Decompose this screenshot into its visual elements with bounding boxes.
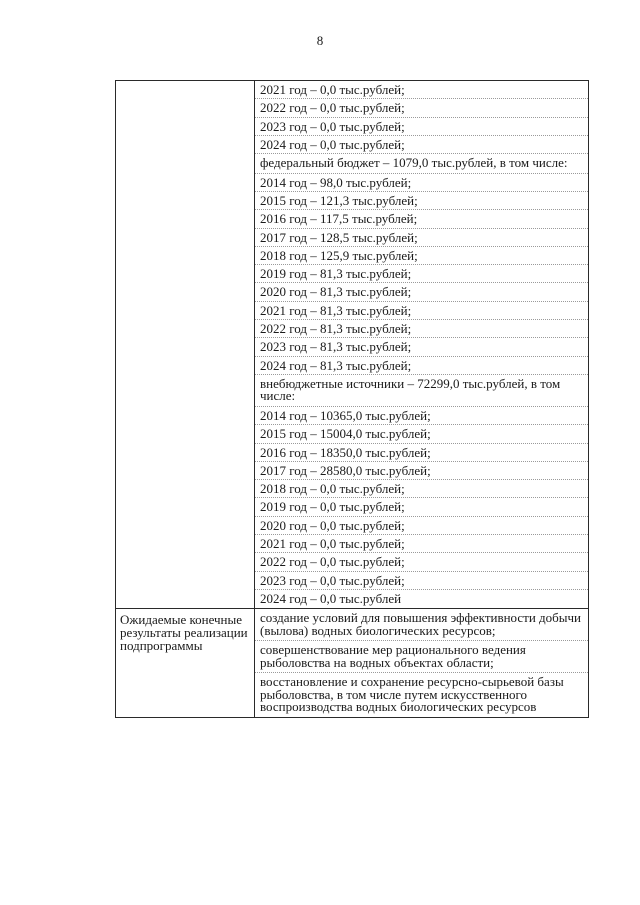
financing-line: 2015 год – 15004,0 тыс.рублей; (255, 425, 588, 443)
expected-result-item: создание условий для повышения эффективности добычи (вылова) водных биологических ресурсов; (255, 609, 588, 641)
financing-line: 2016 год – 117,5 тыс.рублей; (255, 210, 588, 228)
financing-line: 2024 год – 81,3 тыс.рублей; (255, 357, 588, 375)
financing-line: 2017 год – 28580,0 тыс.рублей; (255, 462, 588, 480)
financing-line: федеральный бюджет – 1079,0 тыс.рублей, в том числе: (255, 154, 588, 174)
financing-line: 2022 год – 0,0 тыс.рублей; (255, 553, 588, 571)
financing-line: 2024 год – 0,0 тыс.рублей (260, 590, 402, 606)
financing-line: 2023 год – 0,0 тыс.рублей; (255, 118, 588, 136)
financing-line: 2019 год – 81,3 тыс.рублей; (255, 265, 588, 283)
financing-line: 2014 год – 98,0 тыс.рублей; (255, 174, 588, 192)
page-number: 8 (316, 33, 324, 48)
financing-line: 2021 год – 81,3 тыс.рублей; (255, 302, 588, 320)
financing-line: 2020 год – 81,3 тыс.рублей; (255, 283, 588, 301)
financing-values-cell (255, 81, 588, 608)
financing-line: 2021 год – 0,0 тыс.рублей; (255, 81, 588, 99)
financing-line: 2021 год – 0,0 тыс.рублей; (255, 535, 588, 553)
financing-label-cell (116, 81, 255, 608)
expected-result-item: восстановление и сохранение ресурсно-сырьевой базы рыболовства, в том числе путем искусственного воспроизводства водных биологических ресурсов (260, 674, 564, 715)
financing-line: 2015 год – 121,3 тыс.рублей; (255, 192, 588, 210)
financing-line: 2018 год – 0,0 тыс.рублей; (255, 480, 588, 498)
financing-line: внебюджетные источники – 72299,0 тыс.рублей, в том числе: (255, 375, 588, 407)
expected-results-row (116, 608, 588, 717)
expected-results-values-cell (255, 609, 588, 717)
financing-line: 2019 год – 0,0 тыс.рублей; (255, 498, 588, 516)
expected-results-label: Ожидаемые конечные результаты реализации подпрограммы (116, 609, 255, 717)
financing-row (116, 81, 588, 608)
financing-line: 2020 год – 0,0 тыс.рублей; (255, 517, 588, 535)
financing-line: 2023 год – 0,0 тыс.рублей; (255, 572, 588, 590)
financing-line: 2016 год – 18350,0 тыс.рублей; (255, 444, 588, 462)
expected-result-item: совершенствование мер рационального ведения рыболовства на водных объектах области; (255, 641, 588, 673)
financing-line: 2014 год – 10365,0 тыс.рублей; (255, 407, 588, 425)
financing-line: 2022 год – 0,0 тыс.рублей; (255, 99, 588, 117)
financing-line: 2024 год – 0,0 тыс.рублей; (255, 136, 588, 154)
financing-line: 2022 год – 81,3 тыс.рублей; (255, 320, 588, 338)
subprogram-passport-table (115, 80, 589, 718)
financing-line: 2018 год – 125,9 тыс.рублей; (255, 247, 588, 265)
financing-line: 2017 год – 128,5 тыс.рублей; (255, 229, 588, 247)
financing-line: 2023 год – 81,3 тыс.рублей; (255, 338, 588, 356)
